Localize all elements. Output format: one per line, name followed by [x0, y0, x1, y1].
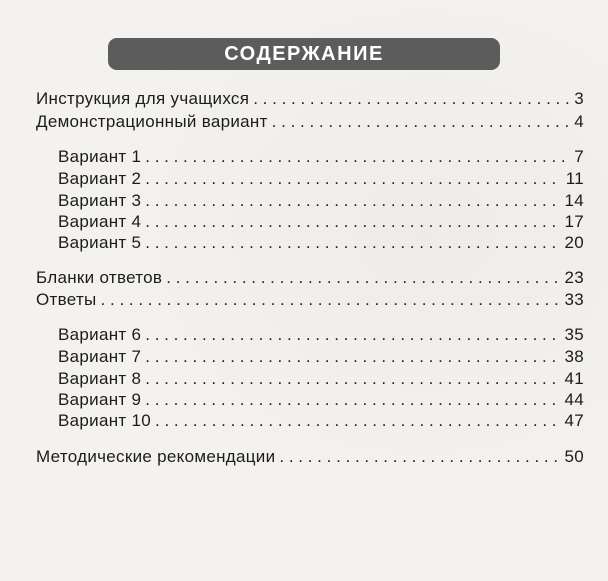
toc-entry-variant-1	[58, 147, 584, 167]
toc-entry-label: Ответы	[36, 290, 97, 309]
toc-entry-instructions	[36, 89, 584, 109]
toc-entry-page: 41	[564, 369, 584, 388]
toc-entry-page: 33	[564, 290, 584, 309]
dot-leader	[253, 89, 570, 109]
toc-entry-page: 50	[564, 447, 584, 466]
toc-entry-page: 38	[564, 347, 584, 366]
toc-entry-label: Инструкция для учащихся	[36, 89, 250, 108]
dot-leader	[145, 233, 560, 253]
toc-entry-variant-10	[58, 411, 584, 431]
toc-entry-variant-3	[58, 191, 584, 211]
toc-entry-page: 7	[574, 147, 584, 166]
dot-leader	[279, 447, 560, 467]
toc-entry-page: 17	[564, 212, 584, 231]
toc-entry-label: Вариант 6	[58, 325, 142, 344]
toc-entry-label: Бланки ответов	[36, 268, 163, 287]
dot-leader	[272, 112, 571, 132]
toc-entry-label: Вариант 1	[58, 147, 142, 166]
toc-entry-page: 14	[564, 191, 584, 210]
toc-entry-answer-forms	[36, 268, 584, 288]
toc-entry-page: 3	[574, 89, 584, 108]
dot-leader	[166, 268, 560, 288]
toc-entry-label: Вариант 5	[58, 233, 142, 252]
toc-entry-variant-9	[58, 390, 584, 410]
toc-entry-page: 44	[564, 390, 584, 409]
contents-title: СОДЕРЖАНИЕ	[224, 42, 384, 65]
toc-entry-page: 20	[564, 233, 584, 252]
toc-entry-variant-2	[58, 169, 584, 189]
toc-entry-label: Вариант 7	[58, 347, 142, 366]
toc-entry-label: Вариант 4	[58, 212, 142, 231]
dot-leader	[101, 290, 561, 310]
toc-entry-label: Методические рекомендации	[36, 447, 276, 466]
toc-entry-methodical-recommendations	[36, 447, 584, 467]
dot-leader	[145, 147, 570, 167]
toc-entry-label: Вариант 2	[58, 169, 142, 188]
toc-entry-answers	[36, 290, 584, 310]
toc-entry-label: Вариант 9	[58, 390, 142, 409]
toc-entry-variant-5	[58, 233, 584, 253]
toc-entry-variant-8	[58, 369, 584, 389]
dot-leader	[145, 325, 560, 345]
toc-entry-label: Вариант 8	[58, 369, 142, 388]
dot-leader	[145, 390, 560, 410]
dot-leader	[145, 347, 560, 367]
dot-leader	[145, 369, 560, 389]
toc-entry-page: 35	[564, 325, 584, 344]
toc-entry-variant-4	[58, 212, 584, 232]
toc-entry-variant-7	[58, 347, 584, 367]
toc-entry-page: 23	[564, 268, 584, 287]
toc-entry-page: 47	[564, 411, 584, 430]
toc-entry-label: Вариант 10	[58, 411, 152, 430]
toc-entry-page: 4	[574, 112, 584, 131]
toc-entry-variant-6	[58, 325, 584, 345]
dot-leader	[145, 191, 560, 211]
dot-leader	[155, 411, 560, 431]
toc-entry-page: 11	[565, 169, 584, 188]
toc-entry-label: Демонстрационный вариант	[36, 112, 268, 131]
dot-leader	[145, 212, 560, 232]
contents-header-bar	[108, 38, 500, 70]
dot-leader	[145, 169, 561, 189]
toc-entry-label: Вариант 3	[58, 191, 142, 210]
toc-entry-demo-variant	[36, 112, 584, 132]
